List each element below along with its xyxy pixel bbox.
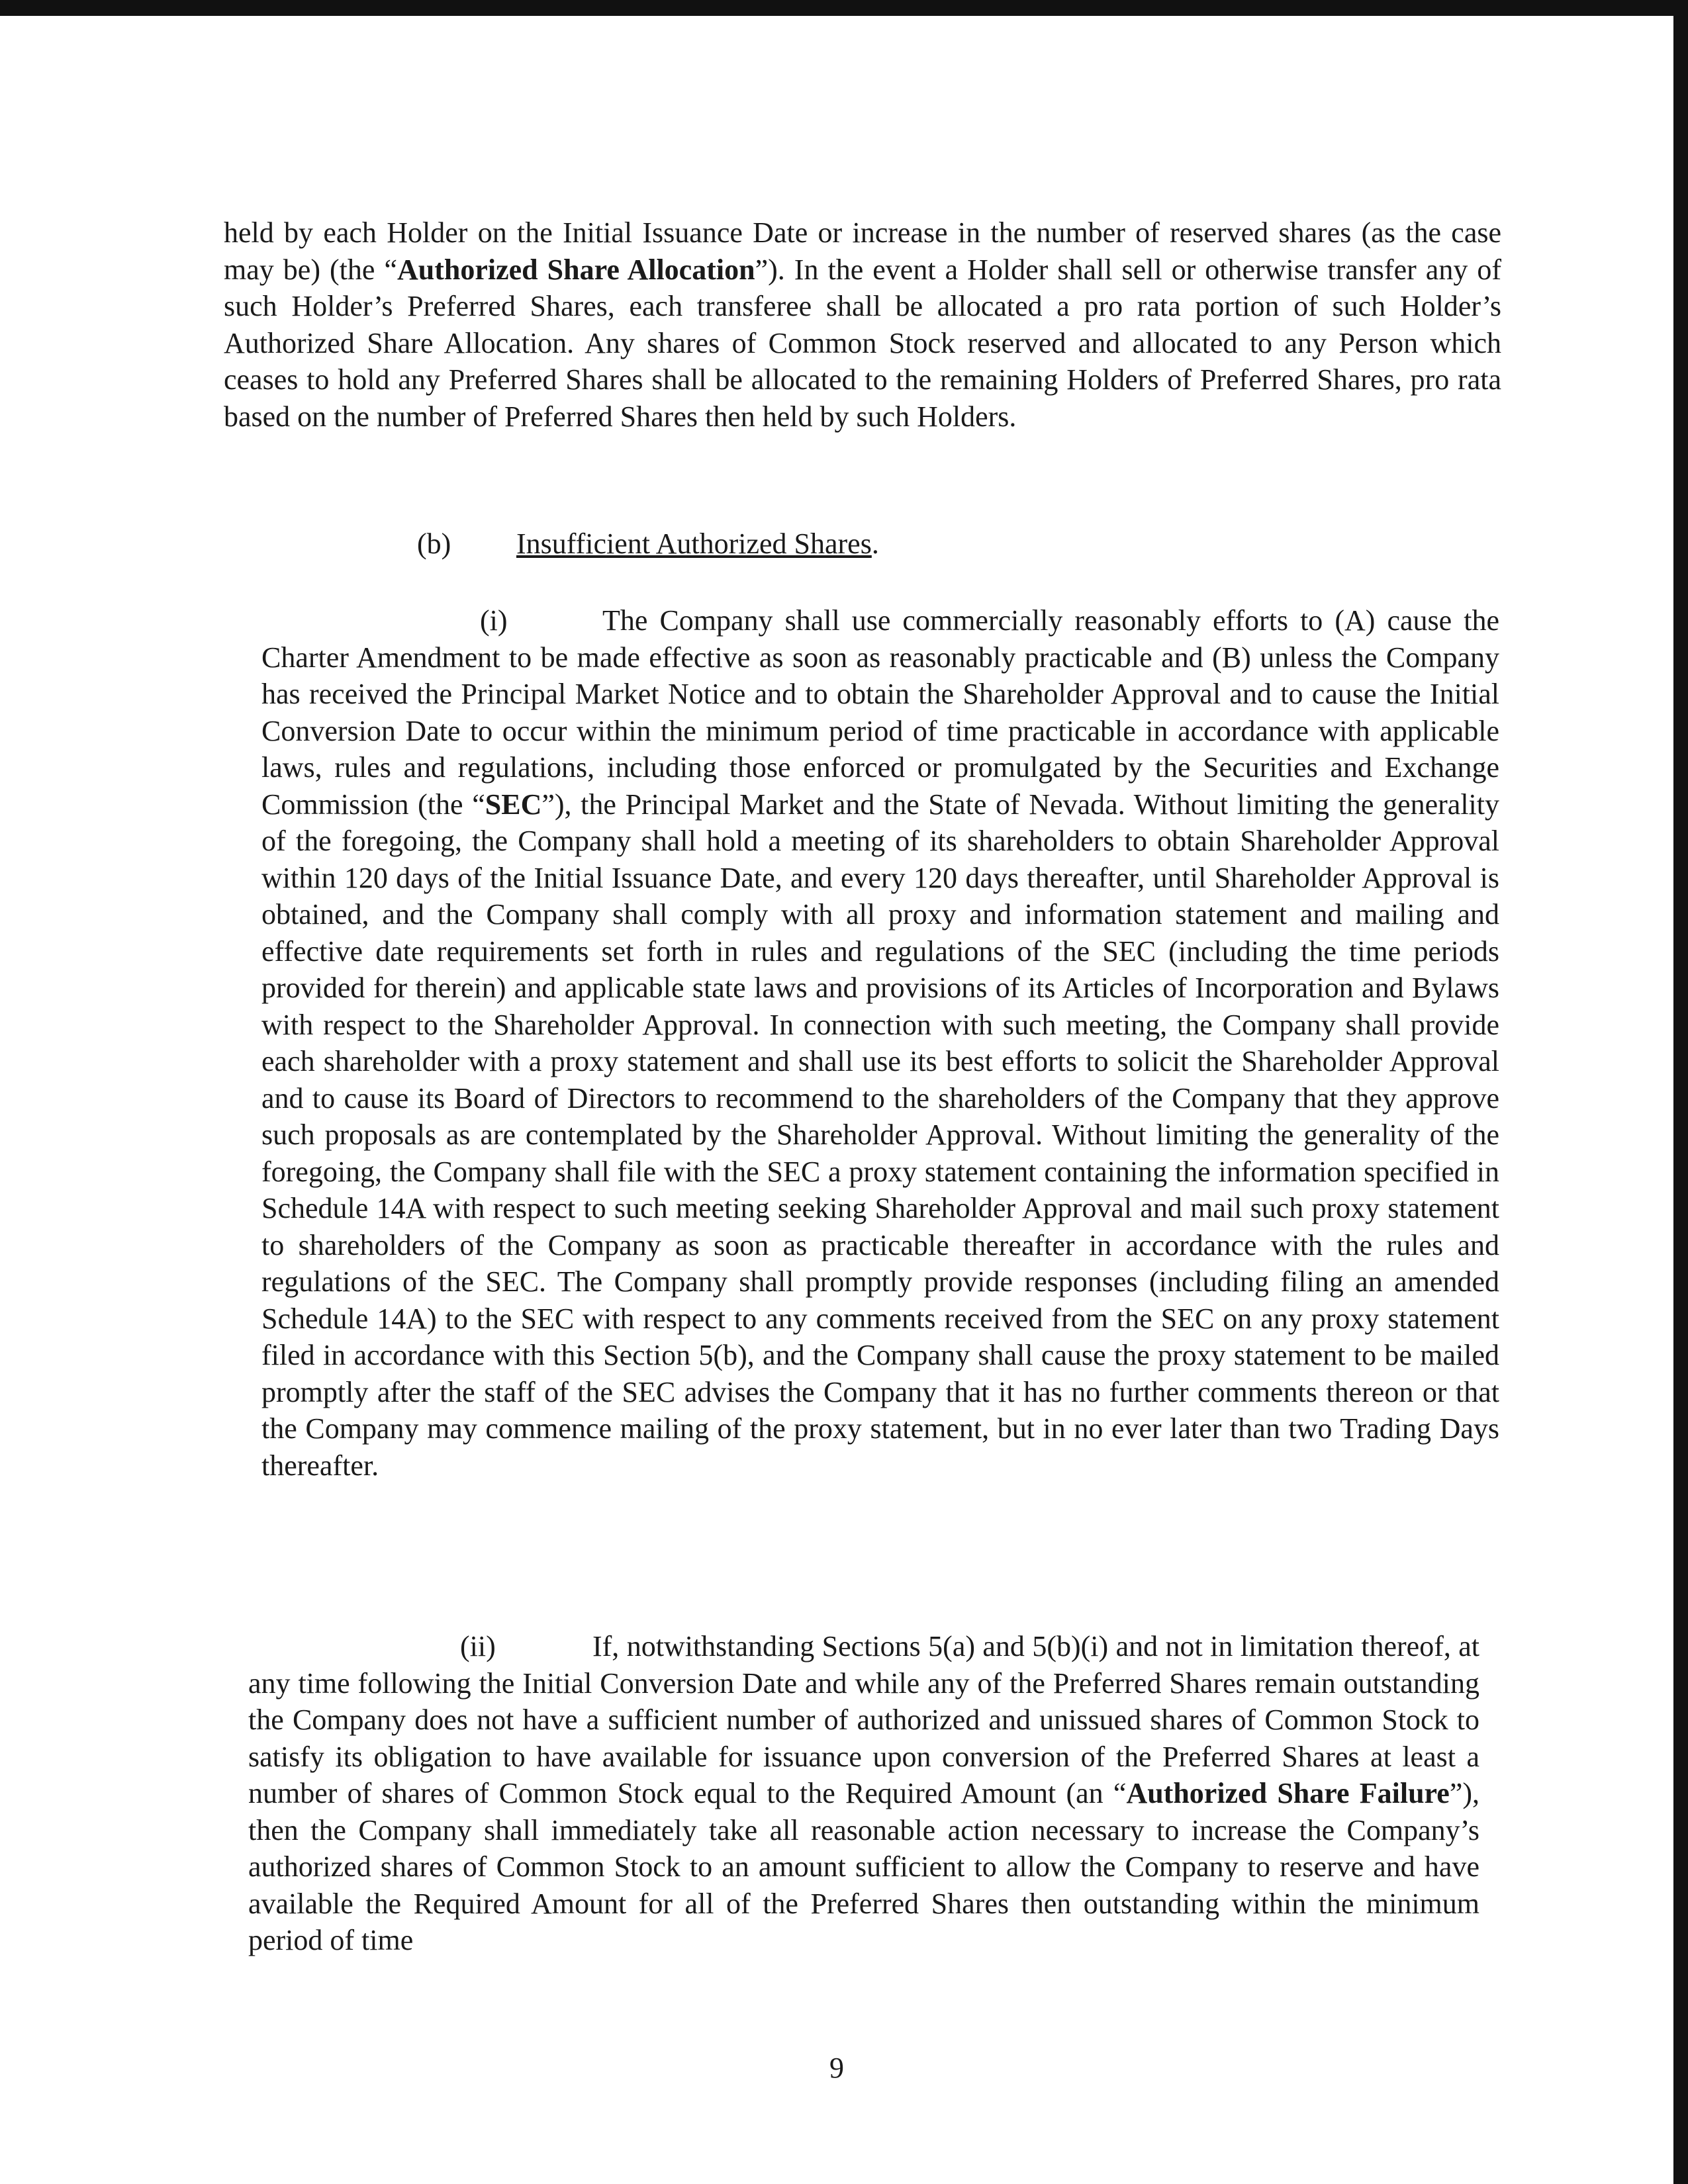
subsection-ii-marker: (ii) <box>460 1630 496 1662</box>
section-heading-b <box>417 525 1211 563</box>
paragraph-authorized-share-allocation <box>224 214 1501 435</box>
defined-term-authorized-share-allocation: Authorized Share Allocation <box>397 253 755 286</box>
paragraph-1-text-b: ”). In the event a Holder shall sell or otherwise transfer any of such Holder’s Preferred Shares, each transferee shall be allocated a pro rata portion of such Holder’s Authorized Share Allocation. Any shares of Common Stock reserved and allocated to any Person which ceases to hold any Preferred Shares shall be allocated to the remaining Holders of Preferred Shares, pro rata based on the number of Preferred Shares then held by such Holders. <box>224 253 1502 433</box>
defined-term-authorized-share-failure: Authorized Share Failure <box>1126 1777 1450 1809</box>
subsection-ii-text-a: If, notwithstanding Sections 5(a) and 5(b)(i) and not in limitation thereof, at any time following the Initial Conversion Date and while any of the Preferred Shares remain outstanding the Company does not have a sufficient number of authorized and unissued shares of Common Stock to satisfy its obligation to have available for issuance upon conversion of the Preferred Shares at least a number of shares of Common Stock equal to the Required Amount (an “ <box>248 1630 1479 1809</box>
section-title: Insufficient Authorized Shares <box>516 527 872 560</box>
defined-term-sec: SEC <box>485 788 542 821</box>
subsection-i-text-a: The Company shall use commercially reasonably efforts to (A) cause the Charter Amendment to be made effective as soon as reasonably practicable and (B) unless the Company has received the Principal Market Notice and to obtain the Shareholder Approval and to cause the Initial Conversion Date to occur within the minimum period of time practicable in accordance with applicable laws, rules and regulations, including those enforced or promulgated by the Securities and Exchange Commission (the “ <box>261 604 1499 821</box>
subsection-i-text-b: ”), the Principal Market and the State of Nevada. Without limiting the generality of the foregoing, the Company shall hold a meeting of its shareholders to obtain Shareholder Approval within 120 days of the Initial Issuance Date, and every 120 days thereafter, until Shareholder Approval is obtained, and the Company shall comply with all proxy and information statement and mailing and effective date requirements set forth in rules and regulations of the SEC (including the time periods provided for therein) and applicable state laws and provisions of its Articles of Incorporation and Bylaws with respect to the Shareholder Approval. In connection with such meeting, the Company shall provide each shareholder with a proxy statement and shall use its best efforts to solicit the Shareholder Approval and to cause its Board of Directors to recommend to the shareholders of the Company that they approve such proposals as are contemplated by the Shareholder Approval. Without limiting the generality of the foregoing, the Company shall file with the SEC a proxy statement containing the information specified in Schedule 14A with respect to such meeting seeking Shareholder Approval and mail such proxy statement to shareholders of the Company as soon as practicable thereafter in accordance with the rules and regulations of the SEC. The Company shall promptly provide responses (including filing an amended Schedule 14A) to the SEC with respect to any comments received from the SEC on any proxy statement filed in accordance with this Section 5(b), and the Company shall cause the proxy statement to be mailed promptly after the staff of the SEC advises the Company that it has no further comments thereon or that the Company may commence mailing of the proxy statement, but in no ever later than two Trading Days thereafter. <box>261 788 1499 1482</box>
section-number: (b) <box>417 527 451 560</box>
subsection-ii-paragraph <box>248 1628 1479 1959</box>
document-page <box>0 16 1673 2184</box>
subsection-ii-text-b: ”), then the Company shall immediately take all reasonable action necessary to increase the Company’s authorized shares of Common Stock to an amount sufficient to allow the Company to reserve and have available the Required Amount for all of the Preferred Shares then outstanding within the minimum period of time <box>248 1777 1479 1956</box>
subsection-i-paragraph <box>261 602 1499 1484</box>
page-number: 9 <box>829 2052 844 2084</box>
paragraph-1-text-a: held by each Holder on the Initial Issuance Date or increase in the number of reserved shares (as the case may be) (the “ <box>224 216 1501 286</box>
subsection-i-marker: (i) <box>480 604 508 637</box>
section-title-suffix: . <box>871 527 879 560</box>
